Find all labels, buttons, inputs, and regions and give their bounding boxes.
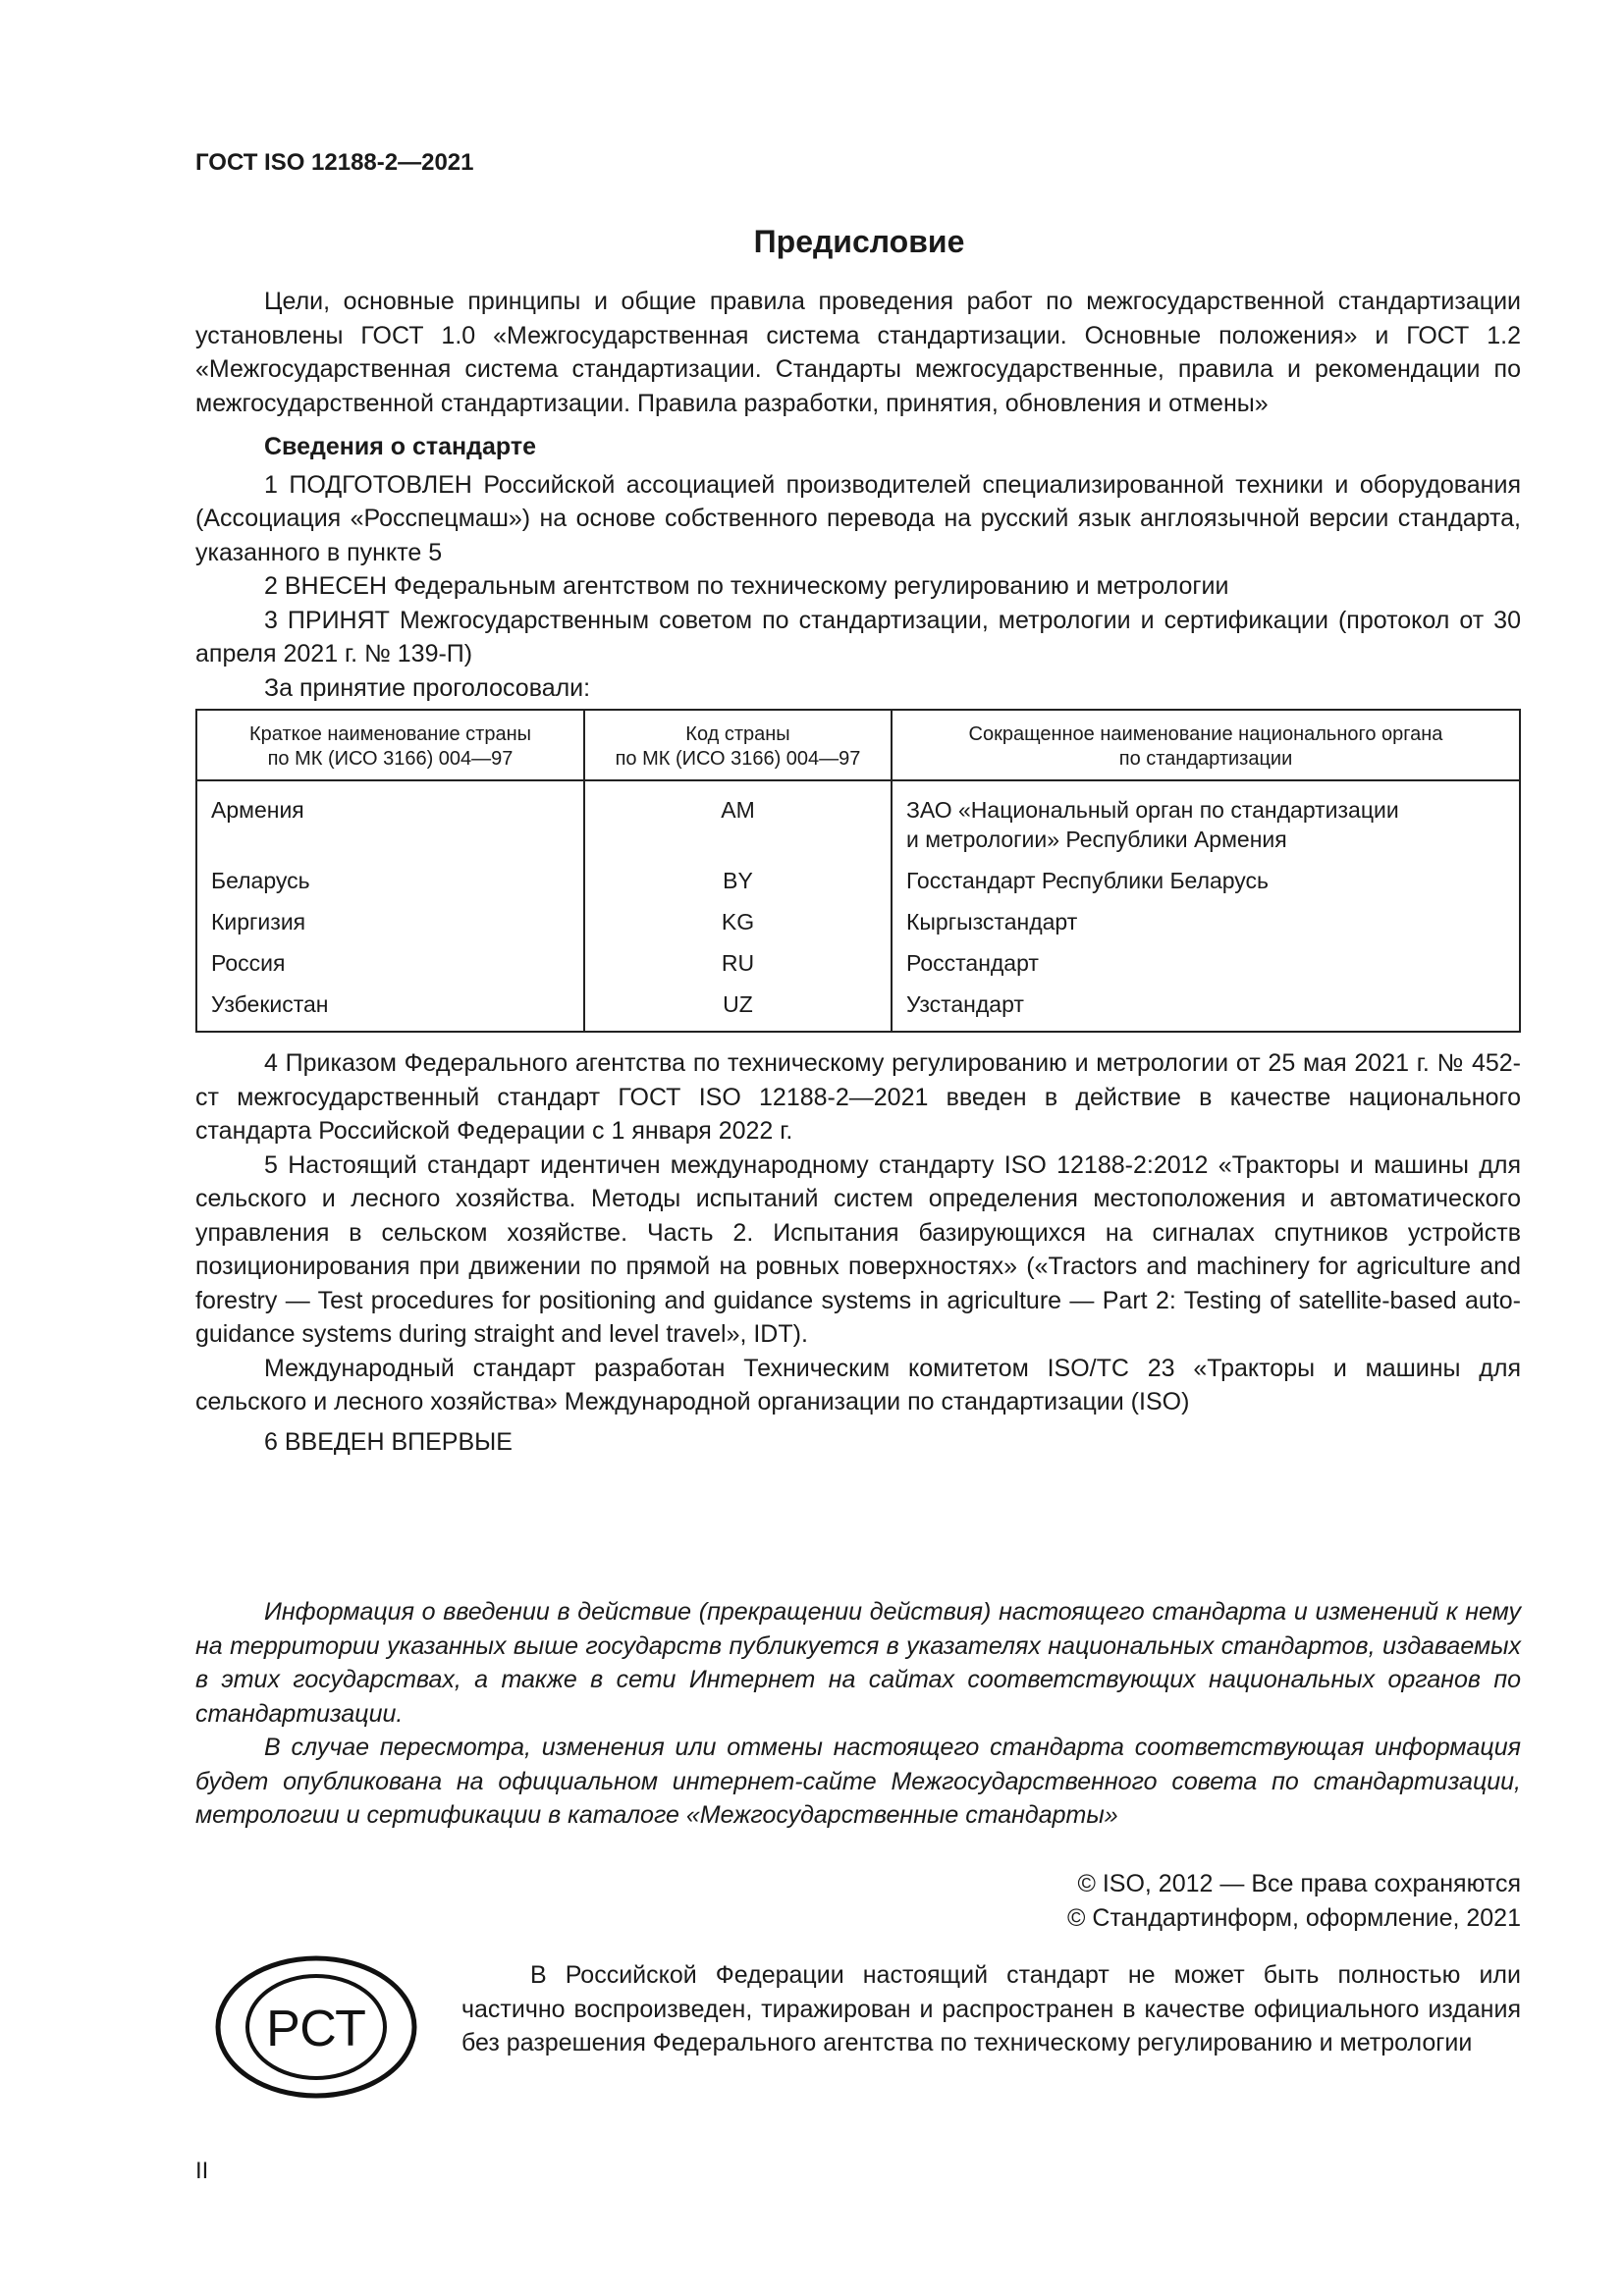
header-country-code: Код страны по МК (ИСО 3166) 004—97 <box>584 710 892 780</box>
copyright-iso: © ISO, 2012 — Все права сохраняются <box>1077 1870 1521 1897</box>
cell-country: Беларусь <box>196 860 584 901</box>
table-row <box>196 780 1520 860</box>
copyright-standartinform: © Стандартинформ, оформление, 2021 <box>1067 1903 1521 1932</box>
rights-notice <box>461 1958 1521 2060</box>
item-5: 5 Настоящий стандарт идентичен международному стандарту ISO 12188-2:2012 «Тракторы и машины для сельского и лесного хозяйства. Методы испытаний систем определения местоположения и автоматического управления в сельском хозяйстве. Часть 2. Испытания базирующихся на сигналах спутников устройств позиционирования при движении по прямой на ровных поверхностях» («Tractors and machinery for agriculture and forestry — Test procedures for positioning and guidance systems in agriculture — Part 2: Testing of satellite-based auto-guidance systems during straight and level travel», IDT). <box>195 1150 1521 1348</box>
cell-body: Узстандарт <box>906 991 1024 1017</box>
item-5-note: Международный стандарт разработан Техническим комитетом ISO/TC 23 «Тракторы и машины для сельского и лесного хозяйства» Международной организации по стандартизации (ISO) <box>195 1354 1521 1415</box>
table-row <box>196 901 1520 942</box>
intro-paragraph: Цели, основные принципы и общие правила проведения работ по межгосударственной стандартизации установлены ГОСТ 1.0 «Межгосударственная система стандартизации. Основные положения» и ГОСТ 1.2 «Межгосударственная система стандартизации. Стандарты межгосударственные, правила и рекомендации по межгосударственной стандартизации. Правила разработки, принятия, обновления и отмены» <box>195 288 1521 417</box>
table-row <box>196 942 1520 984</box>
cell-body: ЗАО «Национальный орган по стандартизации и метрологии» Республики Армения <box>906 797 1399 852</box>
pct-certification-logo-icon <box>213 1953 419 2101</box>
document-header: ГОСТ ISO 12188-2—2021 <box>195 149 474 176</box>
page-title: Предисловие <box>753 224 965 259</box>
copyright-block <box>1067 1867 1521 1935</box>
cell-country: Киргизия <box>196 901 584 942</box>
cell-code: UZ <box>584 984 892 1032</box>
cell-code: BY <box>584 860 892 901</box>
page-number: II <box>195 2158 209 2184</box>
rights-paragraph: В Российской Федерации настоящий стандарт не может быть полностью или частично воспроизведен, тиражирован и распространен в качестве официального издания без разрешения Федерального агентства по техническому регулированию и метрологии <box>461 1961 1521 2056</box>
table-row <box>196 860 1520 901</box>
cell-code: AM <box>584 780 892 860</box>
cell-body: Госстандарт Республики Беларусь <box>906 868 1270 893</box>
table-header-row <box>196 710 1520 780</box>
notice-block <box>195 1595 1521 1833</box>
cell-code: KG <box>584 901 892 942</box>
notice-paragraph-1: Информация о введении в действие (прекращении действия) настоящего стандарта и изменений к нему на территории указанных выше государств публикуется в указателях национальных стандартов, издаваемых в этих государствах, а также в сети Интернет на сайтах соответствующих национальных органов по стандартизации. <box>195 1598 1521 1728</box>
logo-lettering: РСТ <box>266 2001 366 2057</box>
cell-country: Армения <box>196 780 584 860</box>
cell-country: Узбекистан <box>196 984 584 1032</box>
foreword-body <box>195 285 1521 1459</box>
cell-body: Кыргызстандарт <box>906 909 1078 934</box>
cell-body: Росстандарт <box>906 950 1039 976</box>
item-3: 3 ПРИНЯТ Межгосударственным советом по стандартизации, метрологии и сертификации (протокол от 30 апреля 2021 г. № 139-П) <box>195 606 1521 667</box>
header-country-name: Краткое наименование страны по МК (ИСО 3166) 004—97 <box>196 710 584 780</box>
item-1: 1 ПОДГОТОВЛЕН Российской ассоциацией производителей специализированной техники и оборудования (Ассоциация «Росспецмаш») на основе собственного перевода на русский язык англоязычной версии стандарта, указанного в пункте 5 <box>195 470 1521 566</box>
cell-country: Россия <box>196 942 584 984</box>
vote-label: За принятие проголосовали: <box>264 673 591 702</box>
header-national-body: Сокращенное наименование национального органа по стандартизации <box>892 710 1520 780</box>
item-4: 4 Приказом Федерального агентства по техническому регулированию и метрологии от 25 мая 2021 г. № 452-ст межгосударственный стандарт ГОСТ ISO 12188-2—2021 введен в действие в качестве национального стандарта Российской Федерации с 1 января 2022 г. <box>195 1049 1521 1145</box>
cell-code: RU <box>584 942 892 984</box>
notice-paragraph-2: В случае пересмотра, изменения или отмены настоящего стандарта соответствующая информация будет опубликована на официальном интернет-сайте Межгосударственного совета по стандартизации, метрологии и сертификации в каталоге «Межгосударственные стандарты» <box>195 1734 1521 1829</box>
section-subheading: Сведения о стандарте <box>264 433 537 460</box>
item-2: 2 ВНЕСЕН Федеральным агентством по техническому регулированию и метрологии <box>264 572 1229 600</box>
table-row <box>196 984 1520 1032</box>
countries-table <box>195 709 1521 1033</box>
item-6: 6 ВВЕДЕН ВПЕРВЫЕ <box>264 1427 513 1456</box>
